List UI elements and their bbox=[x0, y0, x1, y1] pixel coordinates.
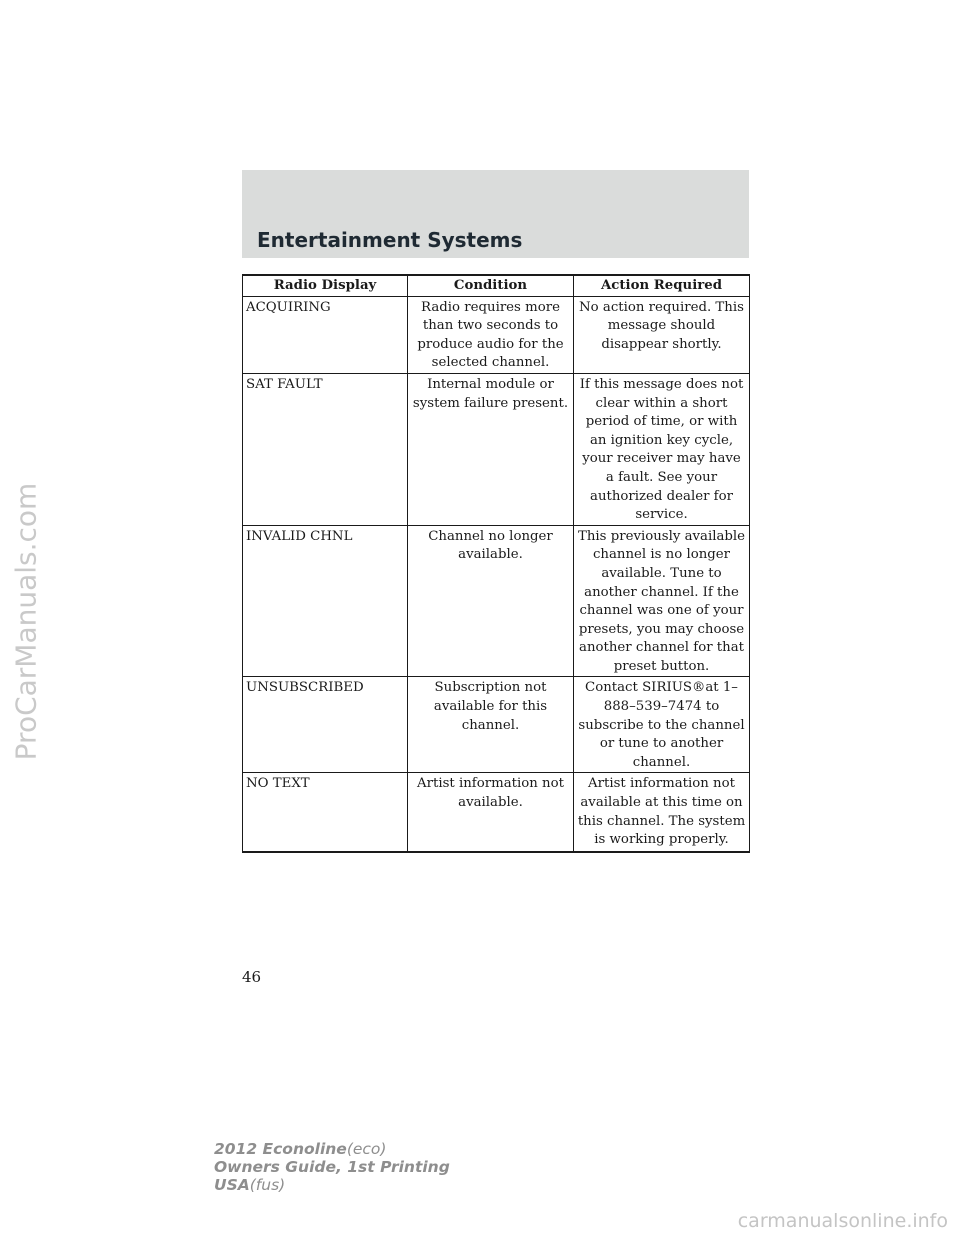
action-cell: Artist information not available at this time on this channel. The system is working properly. bbox=[574, 773, 750, 852]
header-condition: Condition bbox=[408, 275, 574, 296]
radio-display-cell: INVALID CHNL bbox=[243, 525, 408, 677]
footer-line-region bbox=[214, 1176, 450, 1194]
header-action-required: Action Required bbox=[574, 275, 750, 296]
document-footer bbox=[214, 1140, 450, 1194]
page-number: 46 bbox=[242, 968, 262, 986]
table-row bbox=[243, 525, 750, 677]
action-cell: This previously available channel is no longer available. Tune to another channel. If the channel was one of your presets, you may choose another channel for that preset button. bbox=[574, 525, 750, 677]
side-watermark bbox=[4, 0, 48, 1242]
condition-cell: Artist information not available. bbox=[408, 773, 574, 852]
table-row bbox=[243, 296, 750, 373]
side-watermark-text: ProCarManuals.com bbox=[9, 482, 43, 760]
action-cell: If this message does not clear within a short period of time, or with an ignition key cycle, your receiver may have a fault. See your authorized dealer for service. bbox=[574, 373, 750, 525]
footer-line-model bbox=[214, 1140, 450, 1158]
footer-region: USA bbox=[214, 1176, 250, 1194]
condition-cell: Radio requires more than two seconds to produce audio for the selected channel. bbox=[408, 296, 574, 373]
condition-cell: Channel no longer available. bbox=[408, 525, 574, 677]
section-header bbox=[242, 170, 749, 258]
table-row bbox=[243, 773, 750, 852]
table-row bbox=[243, 373, 750, 525]
header-radio-display: Radio Display bbox=[243, 275, 408, 296]
condition-cell: Internal module or system failure present. bbox=[408, 373, 574, 525]
radio-display-cell: ACQUIRING bbox=[243, 296, 408, 373]
table-header-row bbox=[243, 275, 750, 296]
radio-display-table bbox=[242, 274, 750, 853]
bottom-watermark: carmanualsonline.info bbox=[737, 1210, 948, 1232]
footer-model: 2012 Econoline bbox=[214, 1140, 347, 1158]
radio-display-cell: SAT FAULT bbox=[243, 373, 408, 525]
action-cell: Contact SIRIUS®at 1–888–539–7474 to subscribe to the channel or tune to another channel. bbox=[574, 677, 750, 773]
section-title: Entertainment Systems bbox=[257, 228, 523, 252]
footer-region-code: (fus) bbox=[249, 1176, 286, 1194]
condition-cell: Subscription not available for this channel. bbox=[408, 677, 574, 773]
table-row bbox=[243, 677, 750, 773]
footer-line-guide: Owners Guide, 1st Printing bbox=[214, 1158, 450, 1176]
radio-display-cell: NO TEXT bbox=[243, 773, 408, 852]
action-cell: No action required. This message should disappear shortly. bbox=[574, 296, 750, 373]
footer-model-code: (eco) bbox=[346, 1140, 387, 1158]
radio-display-cell: UNSUBSCRIBED bbox=[243, 677, 408, 773]
